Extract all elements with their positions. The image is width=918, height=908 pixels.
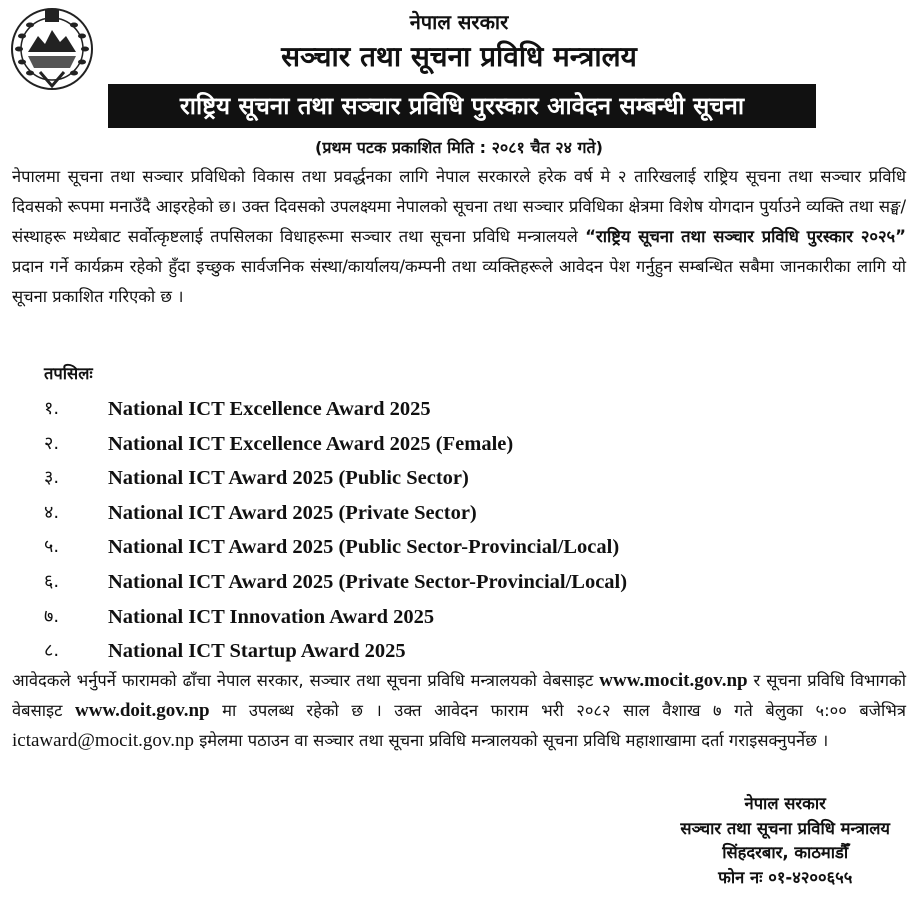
award-number: ६. — [44, 570, 60, 592]
award-number: ८. — [44, 640, 60, 662]
award-number: १. — [44, 398, 60, 419]
intro-paragraph — [12, 162, 906, 312]
award-name: National ICT Innovation Award 2025 — [108, 605, 435, 628]
closing-text-3: मा उपलब्ध रहेको छ । उक्त आवेदन फाराम भरी २०८२ साल वैशाख ७ गते बेलुका ५:०० बजेभित्र — [209, 701, 906, 720]
award-name: National ICT Award 2025 (Private Sector) — [108, 501, 477, 524]
award-name: National ICT Excellence Award 2025 (Female) — [108, 432, 514, 455]
signature-address: सिंहदरबार, काठमाडौँ — [722, 843, 849, 862]
intro-text-before: नेपालमा सूचना तथा सञ्चार प्रविधिको विकास तथा प्रवर्द्धनका लागि नेपाल सरकारले हरेक वर्ष मे २ तारिखलाई राष्ट्रिय सूचना तथा सञ्चार प्रविधि दिवसको रूपमा मनाउँदै आइरहेको छ। उक्त दिवसको उपलक्ष्यमा नेपालको सूचना तथा सञ्चार प्रविधिका क्षेत्रमा विशेष योगदान पुर्याउने व्यक्ति तथा सङ्घ/संस्थाहरू मध्येबाट सर्वोत्कृष्टलाई तपसिलका विधाहरूमा सञ्चार तथा सूचना प्रविधि मन्त्रालयले — [12, 167, 906, 246]
ministry-name: सञ्चार तथा सूचना प्रविधि मन्त्रालय — [281, 40, 637, 73]
award-number: ७. — [44, 605, 60, 627]
doit-website-link[interactable]: www.doit.gov.np — [75, 700, 210, 721]
list-item — [0, 532, 918, 567]
government-name: नेपाल सरकार — [409, 10, 509, 34]
signature-ministry: सञ्चार तथा सूचना प्रविधि मन्त्रालय — [680, 818, 890, 838]
award-number: ५. — [44, 536, 60, 558]
award-name: National ICT Excellence Award 2025 — [108, 398, 431, 420]
list-item — [0, 463, 918, 498]
list-item — [0, 602, 918, 637]
award-name: National ICT Award 2025 (Public Sector-Provincial/Local) — [108, 536, 620, 559]
signature-government: नेपाल सरकार — [744, 794, 826, 813]
award-name: National ICT Award 2025 (Private Sector-Provincial/Local) — [108, 570, 628, 593]
notice-title: राष्ट्रिय सूचना तथा सञ्चार प्रविधि पुरस्कार आवेदन सम्बन्धी सूचना — [108, 84, 816, 128]
closing-paragraph — [12, 666, 906, 756]
award-number: ४. — [44, 501, 60, 523]
award-number: २. — [44, 432, 60, 454]
list-item — [0, 567, 918, 602]
list-item — [0, 498, 918, 533]
publication-date: (प्रथम पटक प्रकाशित मिति : २०८१ चैत २४ गते) — [315, 138, 603, 157]
email-address-link[interactable]: ictaward@mocit.gov.np — [12, 730, 194, 751]
list-heading: तपसिलः — [44, 364, 93, 383]
awards-list — [0, 394, 918, 671]
award-title-bold: “राष्ट्रिय सूचना तथा सञ्चार प्रविधि पुरस्कार २०२५” — [585, 227, 906, 246]
mocit-website-link[interactable]: www.mocit.gov.np — [599, 670, 748, 691]
closing-text-2: र सूचना प्रविधि विभागको वेबसाइट — [12, 671, 907, 720]
list-item — [0, 394, 918, 429]
award-name: National ICT Startup Award 2025 — [108, 640, 406, 663]
signature-block — [680, 792, 890, 890]
closing-text-1: आवेदकले भर्नुपर्ने फारामको ढाँचा नेपाल सरकार, सञ्चार तथा सूचना प्रविधि मन्त्रालयको वेबसाइट — [12, 671, 600, 690]
intro-text-after: प्रदान गर्ने कार्यक्रम रहेको हुँदा इच्छुक सार्वजनिक संस्था/कार्यालय/कम्पनी तथा व्यक्तिहरूले आवेदन पेश गर्नुहुन सम्बन्धित सबैमा जानकारीका लागि यो सूचना प्रकाशित गरिएको छ । — [12, 257, 906, 306]
closing-text-4: इमेलमा पठाउन वा सञ्चार तथा सूचना प्रविधि मन्त्रालयको सूचना प्रविधि महाशाखामा दर्ता गराइसक्नुपर्नेछ । — [193, 731, 829, 750]
award-number: ३. — [44, 467, 60, 489]
signature-phone: फोन नः ०१-४२००६५५ — [718, 867, 853, 887]
list-item — [0, 429, 918, 464]
award-name: National ICT Award 2025 (Public Sector) — [108, 467, 469, 490]
